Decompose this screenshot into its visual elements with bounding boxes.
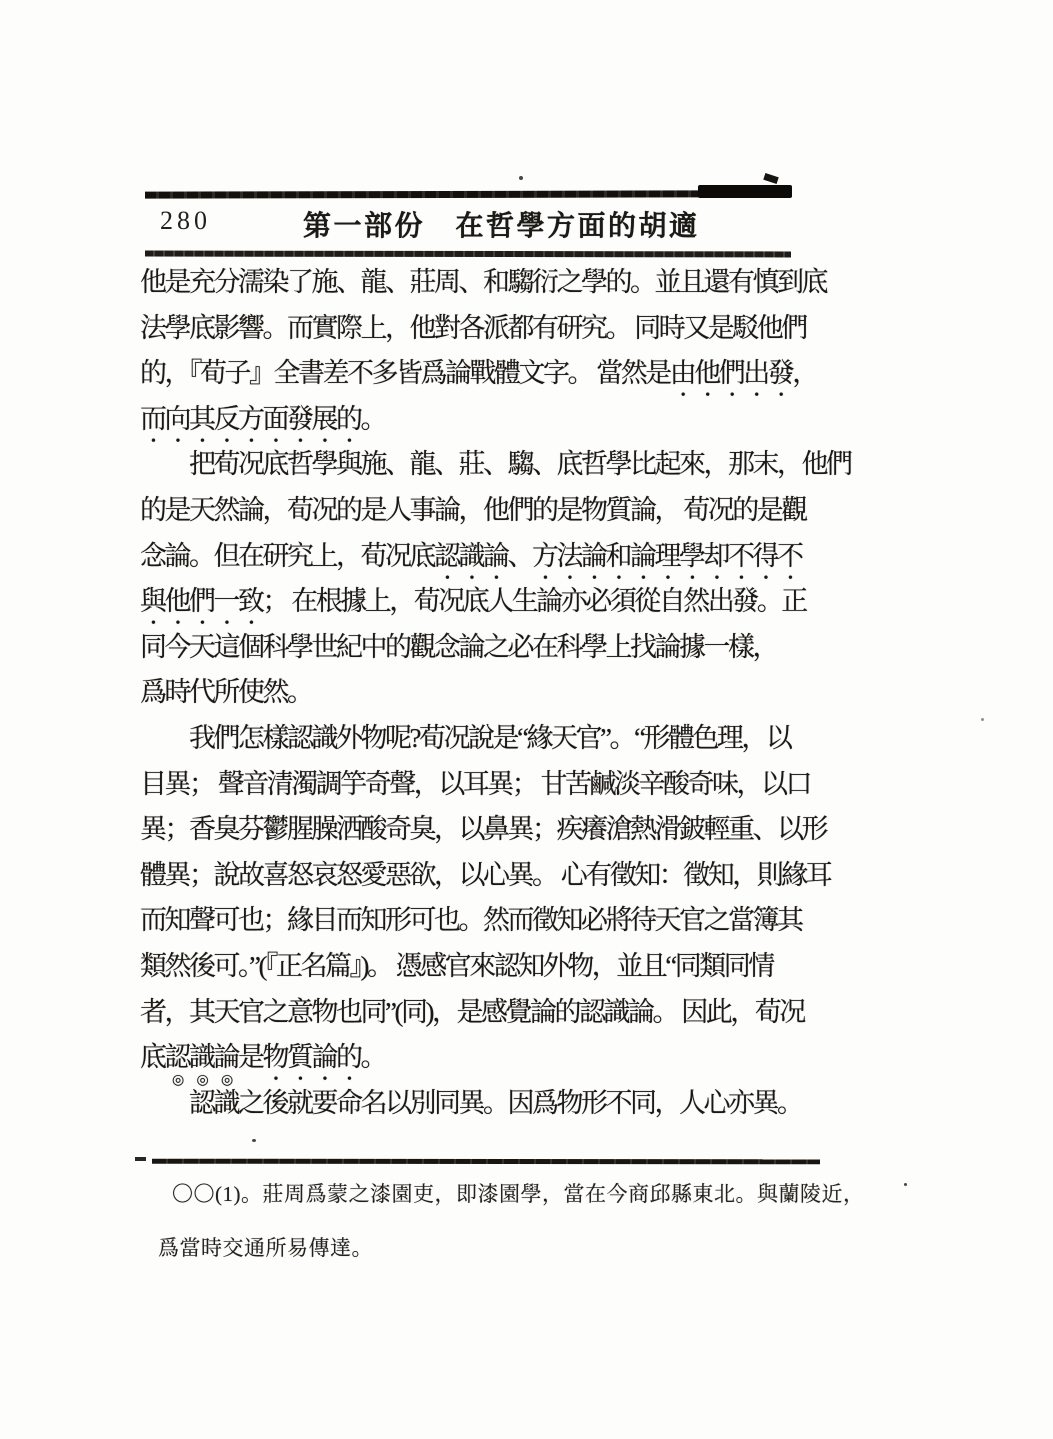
text-segment: 他是充分濡染了施、龍、莊周、和騶衍之學的。並且還有慎到底 xyxy=(140,267,826,297)
text-segment: 而知聲可也；緣目而知形可也。然而徵知必將待天官之當簿其 xyxy=(140,905,802,936)
text-line xyxy=(140,762,840,808)
emphasized-text-segment: 而向其反方面發展的。 xyxy=(140,403,385,434)
footnotes xyxy=(158,1180,865,1262)
text-line xyxy=(140,442,851,488)
emphasized-text-segment: 認識論 xyxy=(164,1042,238,1073)
text-line xyxy=(140,853,840,899)
text-segment: 我們怎樣認識外物呢?荀况說是“緣天官”。“形體色理，以 xyxy=(189,722,791,753)
text-segment: 認識之後就要命名以別同異。因爲物形不同，人心亦異。 xyxy=(189,1087,802,1118)
text-segment: 目異； 聲音清濁調竽奇聲，以耳異； 甘苦鹹淡辛酸奇味，以口 xyxy=(140,768,810,799)
text-line xyxy=(140,807,840,853)
chapter-title: 第一部份 在哲學方面的胡適 xyxy=(303,211,700,242)
header-rule-top xyxy=(145,190,707,198)
text-line xyxy=(140,351,840,397)
text-line xyxy=(140,1035,840,1081)
text-segment: 的，『荀子』全書差不多皆爲論戰體文字。 當然是 xyxy=(140,358,670,389)
text-segment: 異；香臭芬鬱腥臊洒酸奇臭，以鼻異；疾癢滄熱滑鈹輕重、以形 xyxy=(140,814,826,845)
page-number: 280 xyxy=(160,206,211,235)
ink-speck xyxy=(904,1183,907,1186)
text-segment: 的是天然論，荀况的是人事論，他們的是物質論， 荀况的是觀 xyxy=(140,494,806,525)
text-line xyxy=(140,990,840,1036)
text-line xyxy=(140,534,840,580)
text-line xyxy=(140,306,840,352)
text-segment: ； 在根據上，荀况底人生論亦必須從自然出發。正 xyxy=(262,586,806,617)
footnote-line: 〇〇(1)。莊周爲蒙之漆園吏，即漆園學，當在今商邱縣東北。與蘭陵近， xyxy=(172,1182,865,1206)
text-segment: 體異；說故喜怒哀怒愛惡欲，以心異。 心有徵知：徵知，則緣耳 xyxy=(140,859,831,890)
text-line xyxy=(140,579,840,625)
text-line xyxy=(140,716,840,762)
text-segment: 法學底影響。而實際上，他對各派都有研究。 同時又是駁他們 xyxy=(140,312,806,343)
footnote-line: 爲當時交通所易傳達。 xyxy=(158,1236,373,1260)
text-segment: 類然後可。”(『正名篇』)。 憑感官來認知外物，並且“同類同情 xyxy=(140,950,773,981)
text-line xyxy=(140,898,840,944)
emphasized-text-segment: 認識論、方法論和論理學却不得不 xyxy=(434,540,802,571)
text-segment: 。 xyxy=(360,1042,385,1073)
text-line xyxy=(140,260,840,306)
emphasized-text-segment: 物質論的 xyxy=(262,1042,361,1073)
header-rule-bottom xyxy=(145,251,791,258)
header-rule-top-right-blob xyxy=(698,185,792,198)
text-line xyxy=(140,1081,840,1127)
ink-speck xyxy=(252,1139,256,1142)
text-line xyxy=(140,944,840,990)
footnote-rule-dash xyxy=(135,1157,146,1161)
text-line xyxy=(140,397,840,443)
emphasized-text-segment: 由他們出發 xyxy=(669,358,793,389)
text-segment: 是 xyxy=(238,1042,263,1073)
footnote-rule xyxy=(152,1159,820,1165)
ink-speck xyxy=(981,718,984,721)
text-segment: 爲時代所使然。 xyxy=(140,677,312,708)
header-rule-tick-artifact xyxy=(763,173,778,184)
text-segment: 者，其天官之意物也同”(同)，是感覺論的認識論。 因此，荀况 xyxy=(140,996,804,1027)
ink-speck xyxy=(519,176,523,180)
text-line xyxy=(140,625,840,671)
text-segment: 同今天這個科學世紀中的觀念論之必在科學上找論據一樣， xyxy=(140,631,777,662)
text-segment: 底 xyxy=(140,1042,165,1073)
emphasized-text-segment: 與他們一致 xyxy=(140,586,263,617)
text-line xyxy=(140,488,840,534)
text-segment: 把荀况底哲學與施、龍、莊、騶、底哲學比起來，那末，他們 xyxy=(189,449,851,480)
text-segment: 念論。但在研究上，荀况底 xyxy=(140,540,434,571)
text-line xyxy=(140,670,840,716)
text-segment: ， xyxy=(792,358,817,389)
body-lines xyxy=(140,260,851,1126)
